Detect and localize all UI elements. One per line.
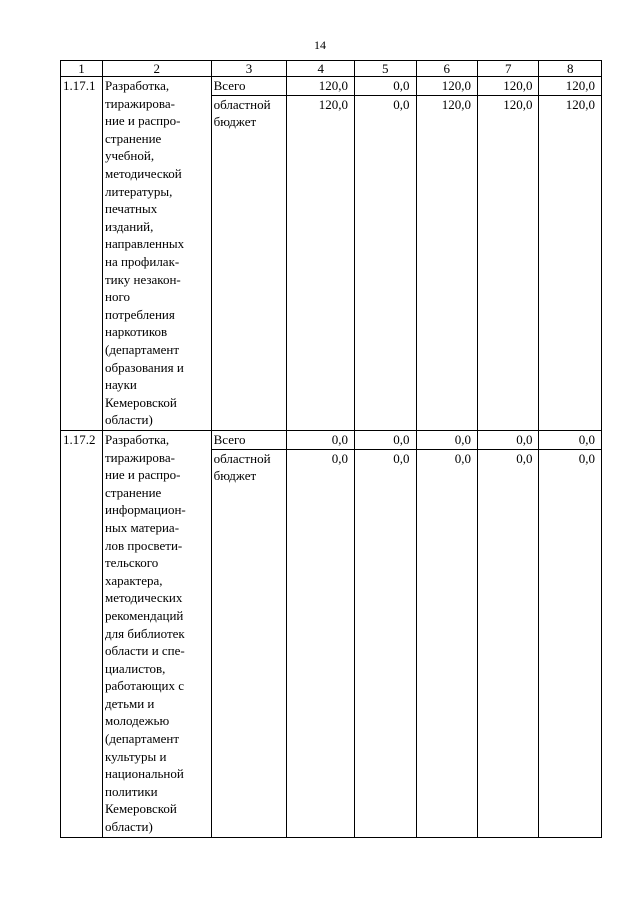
- row-code: 1.17.1: [61, 77, 103, 431]
- column-header: 5: [355, 61, 416, 77]
- value-cell: 0,0: [355, 449, 416, 837]
- funding-source-line: бюджет: [213, 468, 257, 484]
- description-line: образования и: [105, 359, 184, 375]
- description-line: изданий,: [105, 218, 154, 234]
- funding-source-line: Всего: [213, 78, 246, 93]
- description-line: печатных: [105, 201, 158, 217]
- description-line: учебной,: [105, 148, 155, 164]
- description-line: странение: [105, 484, 162, 500]
- description-line: молодежью: [105, 713, 170, 729]
- value-cell: 0,0: [355, 430, 416, 449]
- description-line: (департамент: [105, 341, 180, 357]
- funding-source-line: бюджет: [213, 114, 257, 130]
- description-line: для библиотек: [105, 625, 185, 641]
- table-row-total: [61, 430, 602, 449]
- funding-source: [211, 95, 287, 430]
- description-line: ние и распро-: [105, 113, 181, 129]
- description-line: науки: [105, 377, 137, 393]
- description-line: политики: [105, 783, 158, 799]
- row-description: [103, 430, 212, 837]
- value-cell: 0,0: [355, 95, 416, 430]
- page-number: 14: [314, 38, 326, 52]
- description-line: области и спе-: [105, 643, 185, 659]
- description-line: на профилак-: [105, 253, 180, 269]
- description-line: направленных: [105, 236, 185, 252]
- funding-source-line: областной: [213, 450, 271, 466]
- description-line: тиражирова-: [105, 95, 175, 111]
- value-cell: 120,0: [416, 77, 477, 96]
- description-line: ных материа-: [105, 519, 180, 535]
- description-line: культуры и: [105, 748, 167, 764]
- description-line: детьми и: [105, 695, 155, 711]
- value-cell: 0,0: [287, 449, 355, 837]
- value-cell: 120,0: [287, 95, 355, 430]
- value-cell: 120,0: [416, 95, 477, 430]
- description-line: информацион-: [105, 502, 186, 518]
- column-header: 6: [416, 61, 477, 77]
- description-line: Кемеровской: [105, 801, 177, 817]
- description-line: тику незакон-: [105, 271, 181, 287]
- row-description: [103, 77, 212, 431]
- description-line: характера,: [105, 572, 163, 588]
- funding-source-line: областной: [213, 96, 271, 112]
- funding-source: [211, 77, 287, 96]
- description-line: Кемеровской: [105, 394, 177, 410]
- description-line: методической: [105, 165, 182, 181]
- row-code: 1.17.2: [61, 430, 103, 837]
- description-line: наркотиков: [105, 324, 168, 340]
- column-header: 2: [103, 61, 212, 77]
- description-line: потребления: [105, 306, 175, 322]
- funding-source: [211, 449, 287, 837]
- value-cell: 0,0: [287, 430, 355, 449]
- value-cell: 0,0: [355, 77, 416, 96]
- description-line: области): [105, 819, 153, 835]
- description-line: ние и распро-: [105, 467, 181, 483]
- value-cell: 120,0: [287, 77, 355, 96]
- funding-source-line: Всего: [213, 431, 246, 447]
- description-line: циалистов,: [105, 660, 166, 676]
- funding-source: [211, 430, 287, 449]
- description-line: методических: [105, 590, 183, 606]
- header-row: [61, 61, 602, 77]
- value-cell: 0,0: [477, 430, 538, 449]
- value-cell: 0,0: [477, 449, 538, 837]
- description-line: работающих с: [105, 678, 185, 694]
- column-header: 8: [539, 61, 602, 77]
- column-header: 1: [61, 61, 103, 77]
- value-cell: 0,0: [416, 430, 477, 449]
- value-cell: 0,0: [539, 449, 602, 837]
- description-line: Разработка,: [105, 78, 170, 93]
- value-cell: 120,0: [477, 77, 538, 96]
- description-line: странение: [105, 130, 162, 146]
- description-line: Разработка,: [105, 431, 170, 447]
- value-cell: 120,0: [539, 77, 602, 96]
- description-line: литературы,: [105, 183, 173, 199]
- description-line: тельского: [105, 555, 159, 571]
- description-line: ного: [105, 289, 130, 305]
- value-cell: 120,0: [539, 95, 602, 430]
- value-cell: 0,0: [416, 449, 477, 837]
- value-cell: 120,0: [477, 95, 538, 430]
- table-row-total: [61, 77, 602, 96]
- description-line: национальной: [105, 766, 184, 782]
- column-header: 7: [477, 61, 538, 77]
- description-line: лов просвети-: [105, 537, 183, 553]
- budget-table: [60, 60, 602, 838]
- column-header: 3: [211, 61, 287, 77]
- column-header: 4: [287, 61, 355, 77]
- description-line: области): [105, 412, 153, 428]
- description-line: рекомендаций: [105, 607, 184, 623]
- value-cell: 0,0: [539, 430, 602, 449]
- description-line: (департамент: [105, 731, 180, 747]
- description-line: тиражирова-: [105, 449, 175, 465]
